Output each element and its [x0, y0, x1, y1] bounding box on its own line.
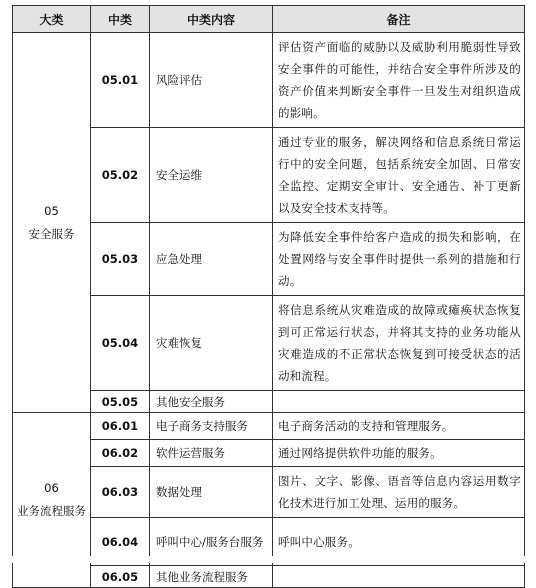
table-row [13, 33, 525, 128]
header-major: 大类 [13, 6, 91, 33]
major-name: 安全服务 [28, 226, 75, 241]
sub-name: 其他业务流程服务 [150, 566, 273, 588]
sub-code: 06.02 [91, 440, 150, 467]
sub-name: 其他安全服务 [150, 391, 273, 413]
sub-code: 06.05 [91, 566, 150, 588]
sub-code: 05.02 [91, 128, 150, 223]
note: 为降低安全事件给客户造成的损失和影响，在处置网络与安全事件时提供一系列的措施和行动。 [273, 223, 525, 296]
note: 通过专业的服务，解决网络和信息系统日常运行中的安全问题，包括系统安全加固、日常安全监控、定期安全审计、安全通告、补丁更新以及安全技术支持等。 [273, 128, 525, 223]
header-sub: 中类 [91, 6, 150, 33]
note: 将信息系统从灾难造成的故障或瘫痪状态恢复到可正常运行状态，并将其支持的业务功能从灾难造成的不正常状态恢复到可接受状态的活动和流程。 [273, 296, 525, 391]
note: 呼叫中心服务。 [273, 518, 525, 566]
note [273, 566, 525, 588]
sub-name: 灾难恢复 [150, 296, 273, 391]
sub-code: 05.03 [91, 223, 150, 296]
sub-name: 呼叫中心/服务台服务 [150, 518, 273, 566]
note: 通过网络提供软件功能的服务。 [273, 440, 525, 467]
note: 图片、文字、影像、语音等信息内容运用数字化技术进行加工处理、运用的服务。 [273, 467, 525, 518]
sub-code: 06.04 [91, 518, 150, 566]
major-code: 06 [44, 481, 59, 495]
classification-table [12, 5, 525, 588]
header-content: 中类内容 [150, 6, 273, 33]
sub-name: 风险评估 [150, 33, 273, 128]
note: 电子商务活动的支持和管理服务。 [273, 413, 525, 440]
header-row [13, 6, 525, 33]
sub-code: 05.05 [91, 391, 150, 413]
sub-code: 06.03 [91, 467, 150, 518]
sub-code: 06.01 [91, 413, 150, 440]
major-code: 05 [44, 203, 59, 218]
note [273, 391, 525, 413]
header-note: 备注 [273, 6, 525, 33]
sub-code: 05.04 [91, 296, 150, 391]
page-bottom-edge [0, 556, 536, 563]
major-name: 业务流程服务 [17, 504, 86, 518]
sub-name: 电子商务支持服务 [150, 413, 273, 440]
note: 评估资产面临的威胁以及威胁利用脆弱性导致安全事件的可能性，并结合安全事件所涉及的资产价值来判断安全事件一旦发生对组织造成的影响。 [273, 33, 525, 128]
sub-code: 05.01 [91, 33, 150, 128]
sub-name: 安全运维 [150, 128, 273, 223]
sub-name: 软件运营服务 [150, 440, 273, 467]
sub-name: 应急处理 [150, 223, 273, 296]
major-category-cell [13, 33, 91, 413]
table-row [13, 413, 525, 440]
sub-name: 数据处理 [150, 467, 273, 518]
